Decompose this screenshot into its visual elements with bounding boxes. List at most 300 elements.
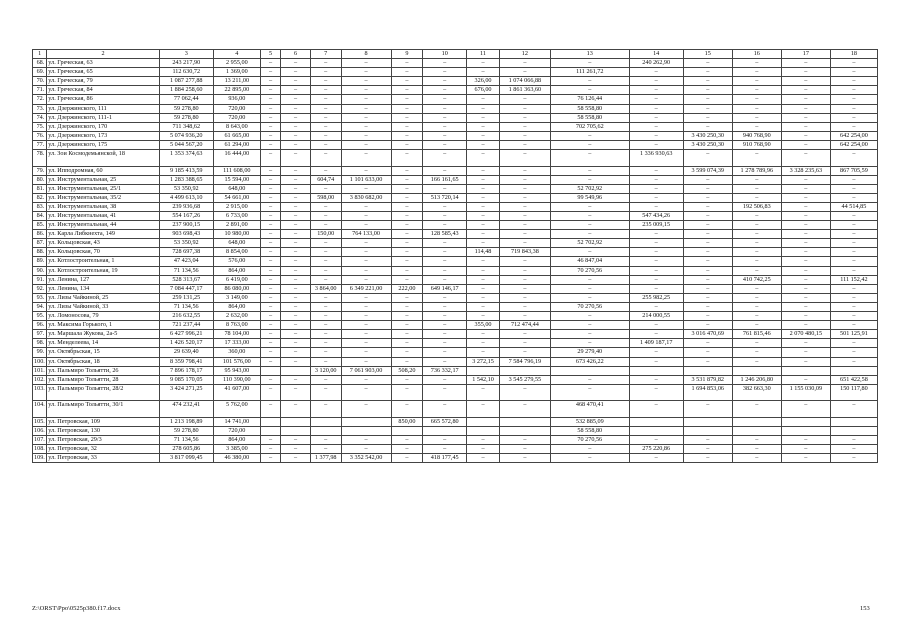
value-cell: – [281, 140, 311, 149]
value-cell: – [341, 104, 391, 113]
value-cell: 53 350,92 [159, 184, 213, 193]
value-cell: – [260, 435, 280, 444]
value-cell: 1 336 930,63 [629, 150, 683, 167]
value-cell: 2 070 480,15 [781, 330, 830, 339]
value-cell: – [467, 454, 500, 463]
value-cell: – [310, 122, 341, 131]
value-cell: – [683, 212, 732, 221]
value-cell: – [467, 131, 500, 140]
value-cell: – [341, 384, 391, 401]
row-number: 104. [33, 401, 47, 418]
value-cell [499, 426, 550, 435]
address-cell: ул. Карла Либкнехта, 149 [47, 230, 159, 239]
value-cell: 761 815,46 [732, 330, 781, 339]
row-number: 93. [33, 293, 47, 302]
value-cell: – [467, 68, 500, 77]
value-cell: 70 270,56 [550, 435, 629, 444]
value-cell: – [260, 248, 280, 257]
address-cell: ул. Дзержинского, 175 [47, 140, 159, 149]
value-cell: 58 558,80 [550, 426, 629, 435]
value-cell: – [260, 401, 280, 418]
value-cell: – [310, 257, 341, 266]
value-cell: – [341, 293, 391, 302]
value-cell: – [550, 131, 629, 140]
value-cell: 651 422,58 [830, 375, 877, 384]
address-cell: ул. Дзержинского, 170 [47, 122, 159, 131]
value-cell: 1 353 374,63 [159, 150, 213, 167]
value-cell: – [467, 302, 500, 311]
value-cell: – [467, 339, 500, 348]
value-cell: – [830, 312, 877, 321]
value-cell: 111 152,42 [830, 275, 877, 284]
value-cell: – [260, 321, 280, 330]
table-row [33, 140, 878, 149]
value-cell [341, 417, 391, 426]
row-number: 103. [33, 384, 47, 401]
value-cell: – [423, 275, 467, 284]
row-number: 74. [33, 113, 47, 122]
value-cell: 910 768,90 [732, 140, 781, 149]
value-cell: 702 705,62 [550, 122, 629, 131]
value-cell: – [281, 348, 311, 357]
value-cell: – [391, 293, 423, 302]
value-cell: – [310, 312, 341, 321]
value-cell: 764 133,00 [341, 230, 391, 239]
row-number: 77. [33, 140, 47, 149]
value-cell: – [830, 193, 877, 202]
value-cell: 114,48 [467, 248, 500, 257]
value-cell: – [391, 239, 423, 248]
row-number: 75. [33, 122, 47, 131]
address-cell: ул. Инструментальная, 25/1 [47, 184, 159, 193]
value-cell: – [423, 357, 467, 366]
value-cell: 3 385,00 [213, 445, 260, 454]
row-number: 70. [33, 77, 47, 86]
value-cell: – [310, 330, 341, 339]
value-cell: 255 982,25 [629, 293, 683, 302]
value-cell: – [467, 113, 500, 122]
value-cell: – [830, 122, 877, 131]
value-cell: 2 955,00 [213, 59, 260, 68]
value-cell: 59 278,80 [159, 426, 213, 435]
value-cell: 6 349 221,00 [341, 284, 391, 293]
value-cell: – [423, 293, 467, 302]
table-row [33, 312, 878, 321]
value-cell: – [629, 131, 683, 140]
value-cell: – [341, 339, 391, 348]
value-cell [281, 417, 311, 426]
value-cell: – [781, 193, 830, 202]
value-cell: 71 134,56 [159, 302, 213, 311]
table-row [33, 348, 878, 357]
value-cell [391, 426, 423, 435]
value-cell: – [391, 248, 423, 257]
value-cell: – [499, 293, 550, 302]
value-cell: 642 254,00 [830, 131, 877, 140]
value-cell: – [281, 95, 311, 104]
value-cell: – [281, 266, 311, 275]
value-cell [499, 366, 550, 375]
value-cell: – [781, 113, 830, 122]
value-cell: – [830, 401, 877, 418]
table-row [33, 193, 878, 202]
value-cell: – [423, 435, 467, 444]
value-cell: – [467, 348, 500, 357]
table-row [33, 184, 878, 193]
value-cell: – [550, 202, 629, 211]
value-cell: – [550, 375, 629, 384]
table-row [33, 401, 878, 418]
value-cell: – [683, 445, 732, 454]
value-cell [732, 366, 781, 375]
value-cell: – [310, 202, 341, 211]
row-number: 98. [33, 339, 47, 348]
value-cell: 1 074 066,88 [499, 77, 550, 86]
value-cell: – [732, 113, 781, 122]
value-cell: – [781, 248, 830, 257]
value-cell: 532 885,09 [550, 417, 629, 426]
value-cell [683, 426, 732, 435]
value-cell: – [260, 113, 280, 122]
value-cell: – [781, 230, 830, 239]
value-cell: – [732, 348, 781, 357]
value-cell: – [281, 339, 311, 348]
value-cell: – [391, 230, 423, 239]
value-cell: 468 470,41 [550, 401, 629, 418]
value-cell: – [781, 266, 830, 275]
value-cell: – [391, 140, 423, 149]
value-cell: – [281, 454, 311, 463]
value-cell: – [781, 77, 830, 86]
value-cell: – [281, 357, 311, 366]
value-cell: 1 884 258,60 [159, 86, 213, 95]
address-cell: ул. Греческая, 86 [47, 95, 159, 104]
value-cell: – [391, 435, 423, 444]
value-cell: – [732, 239, 781, 248]
value-cell: 1 426 520,17 [159, 339, 213, 348]
row-number: 100. [34, 357, 45, 365]
header-row [33, 50, 878, 59]
document-path: Z:\ORST\Ppo\0525p380.f17.docx [32, 605, 121, 612]
value-cell: – [423, 140, 467, 149]
address-cell: ул. Петровская, 33 [47, 454, 159, 463]
value-cell: – [341, 68, 391, 77]
table-row [33, 113, 878, 122]
address-cell: ул. Петровская, 130 [47, 426, 159, 435]
value-cell: – [467, 150, 500, 167]
value-cell: – [683, 193, 732, 202]
value-cell [467, 426, 500, 435]
value-cell: – [830, 284, 877, 293]
value-cell [781, 366, 830, 375]
value-cell: – [423, 257, 467, 266]
value-cell: 6 427 996,21 [159, 330, 213, 339]
value-cell: 192 506,83 [732, 202, 781, 211]
value-cell: – [423, 122, 467, 131]
value-cell: – [260, 445, 280, 454]
value-cell: – [260, 293, 280, 302]
value-cell: – [391, 68, 423, 77]
value-cell: 3 864,00 [310, 284, 341, 293]
value-cell: – [391, 122, 423, 131]
value-cell: – [281, 230, 311, 239]
value-cell: 649 146,17 [423, 284, 467, 293]
value-cell: – [391, 257, 423, 266]
value-cell: – [550, 321, 629, 330]
value-cell: – [310, 321, 341, 330]
value-cell: 528 313,67 [159, 275, 213, 284]
value-cell: – [423, 59, 467, 68]
row-number: 102. [34, 375, 45, 383]
value-cell: 99 549,96 [550, 193, 629, 202]
table-row [33, 230, 878, 239]
value-cell: – [550, 166, 629, 175]
column-header: 1 [33, 50, 47, 59]
value-cell: – [683, 257, 732, 266]
row-number: 106. [34, 426, 45, 434]
row-number: 92. [33, 284, 47, 293]
value-cell: 8 763,00 [213, 321, 260, 330]
value-cell [260, 426, 280, 435]
value-cell: – [781, 339, 830, 348]
value-cell: 10 980,00 [213, 230, 260, 239]
value-cell: – [499, 454, 550, 463]
value-cell: 864,00 [213, 266, 260, 275]
value-cell: – [341, 150, 391, 167]
value-cell: 6 733,00 [213, 212, 260, 221]
value-cell: – [391, 348, 423, 357]
value-cell: – [310, 348, 341, 357]
value-cell: – [281, 302, 311, 311]
value-cell: – [281, 401, 311, 418]
value-cell: – [310, 357, 341, 366]
value-cell: 1 694 853,06 [683, 384, 732, 401]
value-cell: – [781, 104, 830, 113]
address-cell: ул. Дзержинского, 173 [47, 131, 159, 140]
value-cell: – [467, 284, 500, 293]
value-cell: 3 830 682,00 [341, 193, 391, 202]
value-cell: 111 608,00 [213, 166, 260, 175]
address-cell: ул. Пальмиро Тольятти, 30/1 [47, 401, 159, 418]
value-cell: – [550, 59, 629, 68]
value-cell: – [391, 212, 423, 221]
value-cell: – [467, 257, 500, 266]
value-cell: 29 279,40 [550, 348, 629, 357]
value-cell: – [683, 86, 732, 95]
value-cell: 61 294,00 [213, 140, 260, 149]
value-cell: – [310, 266, 341, 275]
address-cell: ул. Ипподромная, 60 [47, 166, 159, 175]
value-cell: – [341, 348, 391, 357]
value-cell: – [281, 312, 311, 321]
value-cell: – [341, 202, 391, 211]
value-cell: – [499, 445, 550, 454]
value-cell: – [830, 257, 877, 266]
value-cell: – [629, 401, 683, 418]
table-row [33, 284, 878, 293]
row-number: 89. [33, 257, 47, 266]
value-cell: 355,00 [467, 321, 500, 330]
value-cell: 508,20 [391, 366, 423, 375]
row-number: 73. [33, 104, 47, 113]
value-cell: 61 665,00 [213, 131, 260, 140]
value-cell: – [781, 357, 830, 366]
table-row [33, 95, 878, 104]
value-cell: – [629, 166, 683, 175]
value-cell: – [281, 239, 311, 248]
value-cell: 3 545 279,55 [499, 375, 550, 384]
value-cell: – [830, 239, 877, 248]
value-cell: – [310, 86, 341, 95]
value-cell: – [391, 77, 423, 86]
value-cell: 418 177,45 [423, 454, 467, 463]
value-cell: – [683, 321, 732, 330]
address-cell: ул. Греческая, 84 [47, 86, 159, 95]
value-cell: – [391, 175, 423, 184]
value-cell: 554 167,26 [159, 212, 213, 221]
value-cell: – [781, 302, 830, 311]
table-row [33, 302, 878, 311]
value-cell: – [260, 77, 280, 86]
value-cell: – [629, 257, 683, 266]
value-cell: 110 390,00 [213, 375, 260, 384]
value-cell: 2 632,00 [213, 312, 260, 321]
row-number: 79. [33, 166, 47, 175]
value-cell: 5 762,00 [213, 401, 260, 418]
value-cell: – [310, 445, 341, 454]
value-cell: 44 514,85 [830, 202, 877, 211]
value-cell: 70 270,56 [550, 266, 629, 275]
value-cell: 6 419,00 [213, 275, 260, 284]
value-cell: – [683, 454, 732, 463]
value-cell: – [260, 230, 280, 239]
value-cell: – [467, 401, 500, 418]
row-number: 88. [33, 248, 47, 257]
table-row [33, 445, 878, 454]
value-cell: 47 423,04 [159, 257, 213, 266]
value-cell: – [499, 193, 550, 202]
value-cell: – [260, 357, 280, 366]
value-cell: – [310, 302, 341, 311]
address-cell: ул. Кольцовская, 70 [47, 248, 159, 257]
address-cell: ул. Дзержинского, 111 [47, 104, 159, 113]
value-cell: – [683, 175, 732, 184]
value-cell: – [830, 302, 877, 311]
value-cell: – [732, 221, 781, 230]
value-cell: – [732, 175, 781, 184]
value-cell: – [683, 113, 732, 122]
value-cell: – [423, 312, 467, 321]
value-cell: – [391, 275, 423, 284]
value-cell: 8 359 798,41 [159, 357, 213, 366]
value-cell: 59 278,80 [159, 113, 213, 122]
row-number: 101. [34, 366, 45, 374]
value-cell: 278 605,86 [159, 445, 213, 454]
value-cell: – [341, 321, 391, 330]
value-cell: – [281, 248, 311, 257]
value-cell: – [260, 212, 280, 221]
value-cell: – [830, 221, 877, 230]
value-cell: – [423, 166, 467, 175]
value-cell: – [310, 131, 341, 140]
value-cell: 237 900,15 [159, 221, 213, 230]
column-header: 9 [391, 50, 423, 59]
table-row [33, 384, 878, 401]
value-cell: – [423, 95, 467, 104]
value-cell: – [391, 454, 423, 463]
row-number: 85. [33, 221, 47, 230]
value-cell: – [781, 212, 830, 221]
value-cell: 240 262,90 [629, 59, 683, 68]
value-cell: – [260, 375, 280, 384]
value-cell: – [467, 202, 500, 211]
value-cell: 7 896 178,17 [159, 366, 213, 375]
value-cell: – [781, 293, 830, 302]
value-cell: – [550, 312, 629, 321]
value-cell: – [550, 445, 629, 454]
value-cell: 711 348,62 [159, 122, 213, 131]
value-cell: – [281, 212, 311, 221]
row-number: 81. [33, 184, 47, 193]
value-cell: 360,00 [213, 348, 260, 357]
value-cell: – [732, 230, 781, 239]
value-cell: – [260, 239, 280, 248]
value-cell: 720,00 [213, 104, 260, 113]
value-cell: – [260, 184, 280, 193]
value-cell: – [310, 150, 341, 167]
value-cell: – [683, 348, 732, 357]
value-cell: – [550, 175, 629, 184]
value-cell: – [499, 257, 550, 266]
value-cell: – [341, 86, 391, 95]
value-cell: – [629, 275, 683, 284]
value-cell: – [683, 339, 732, 348]
value-cell: – [499, 184, 550, 193]
value-cell: – [781, 68, 830, 77]
value-cell [310, 426, 341, 435]
value-cell: – [281, 384, 311, 401]
value-cell: – [683, 284, 732, 293]
value-cell: 9 085 170,05 [159, 375, 213, 384]
value-cell: – [423, 113, 467, 122]
value-cell: – [310, 104, 341, 113]
value-cell: 22 895,00 [213, 86, 260, 95]
table-row [33, 68, 878, 77]
row-number: 109. [34, 454, 45, 462]
value-cell: 14 741,00 [213, 417, 260, 426]
row-number: 94. [33, 302, 47, 311]
value-cell: 216 632,55 [159, 312, 213, 321]
value-cell: 52 702,92 [550, 239, 629, 248]
value-cell: – [781, 140, 830, 149]
address-cell: ул. Греческая, 79 [47, 77, 159, 86]
value-cell: – [341, 435, 391, 444]
value-cell: – [391, 357, 423, 366]
value-cell: – [683, 435, 732, 444]
value-cell: – [499, 284, 550, 293]
value-cell [732, 426, 781, 435]
value-cell: – [830, 454, 877, 463]
value-cell: – [550, 86, 629, 95]
column-header: 11 [467, 50, 500, 59]
value-cell: – [260, 202, 280, 211]
table-row [33, 293, 878, 302]
value-cell: – [341, 248, 391, 257]
row-number: 78. [33, 150, 47, 167]
value-cell: – [732, 321, 781, 330]
row-number: 80. [33, 175, 47, 184]
value-cell: 41 607,00 [213, 384, 260, 401]
